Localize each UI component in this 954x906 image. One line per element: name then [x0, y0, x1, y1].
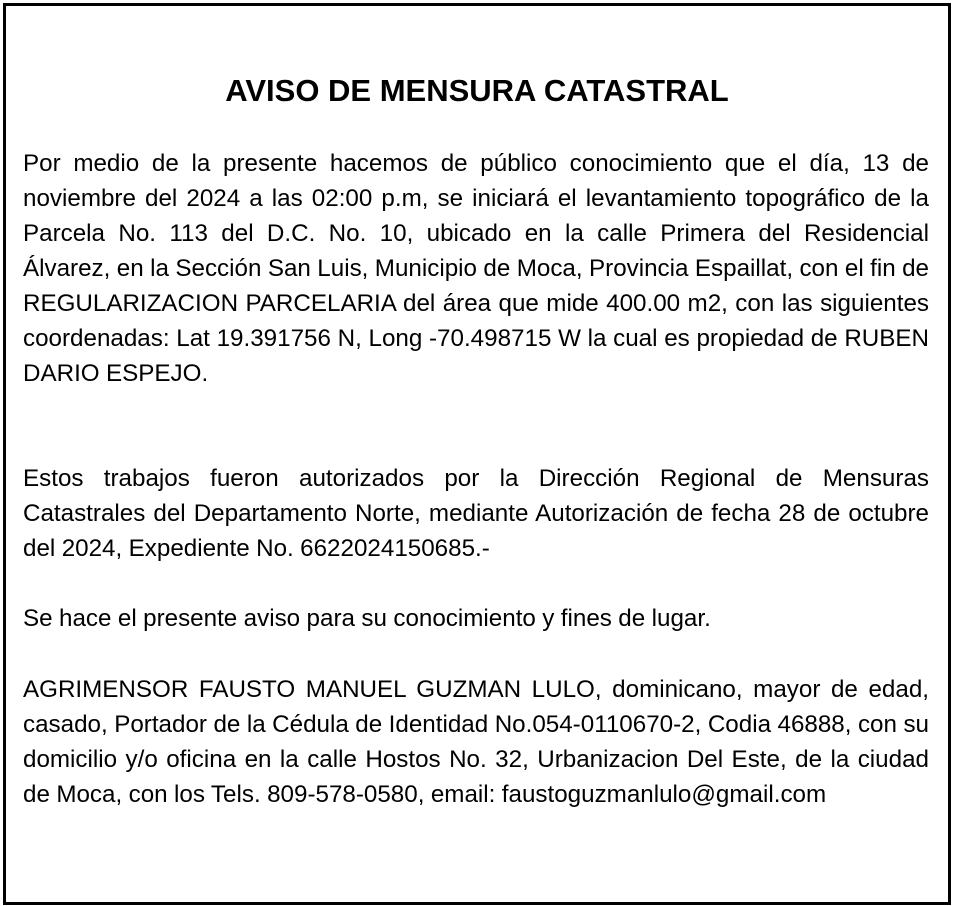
- notice-paragraph-surveyor: AGRIMENSOR FAUSTO MANUEL GUZMAN LULO, dominicano, mayor de edad, casado, Portador de la Cédula de Identidad No.054-0110670-2, Codia 46888, con su domicilio y/o oficina en la calle Hostos No. 32, Urbanizacion Del Este, de la ciudad de Moca, con los Tels. 809-578-0580, email: faustoguzmanlulo@gmail.com: [23, 676, 929, 808]
- notice-paragraph-purpose: Se hace el presente aviso para su conocimiento y fines de lugar.: [23, 605, 711, 632]
- notice-title: AVISO DE MENSURA CATASTRAL: [225, 73, 729, 108]
- notice-frame: [3, 3, 951, 905]
- notice-paragraph-announcement: Por medio de la presente hacemos de público conocimiento que el día, 13 de noviembre del 2024 a las 02:00 p.m, se iniciará el levantamiento topográfico de la Parcela No. 113 del D.C. No. 10, ubicado en la calle Primera del Residencial Álvarez, en la Sección San Luis, Municipio de Moca, Provincia Espaillat, con el fin de REGULARIZACION PARCELARIA del área que mide 400.00 m2, con las siguientes coordenadas: Lat 19.391756 N, Long -70.498715 W la cual es propiedad de RUBEN DARIO ESPEJO.: [23, 150, 929, 387]
- notice-paragraph-authorization: Estos trabajos fueron autorizados por la Dirección Regional de Mensuras Catastrales del Departamento Norte, mediante Autorización de fecha 28 de octubre del 2024, Expediente No. 6622024150685.-: [23, 465, 929, 562]
